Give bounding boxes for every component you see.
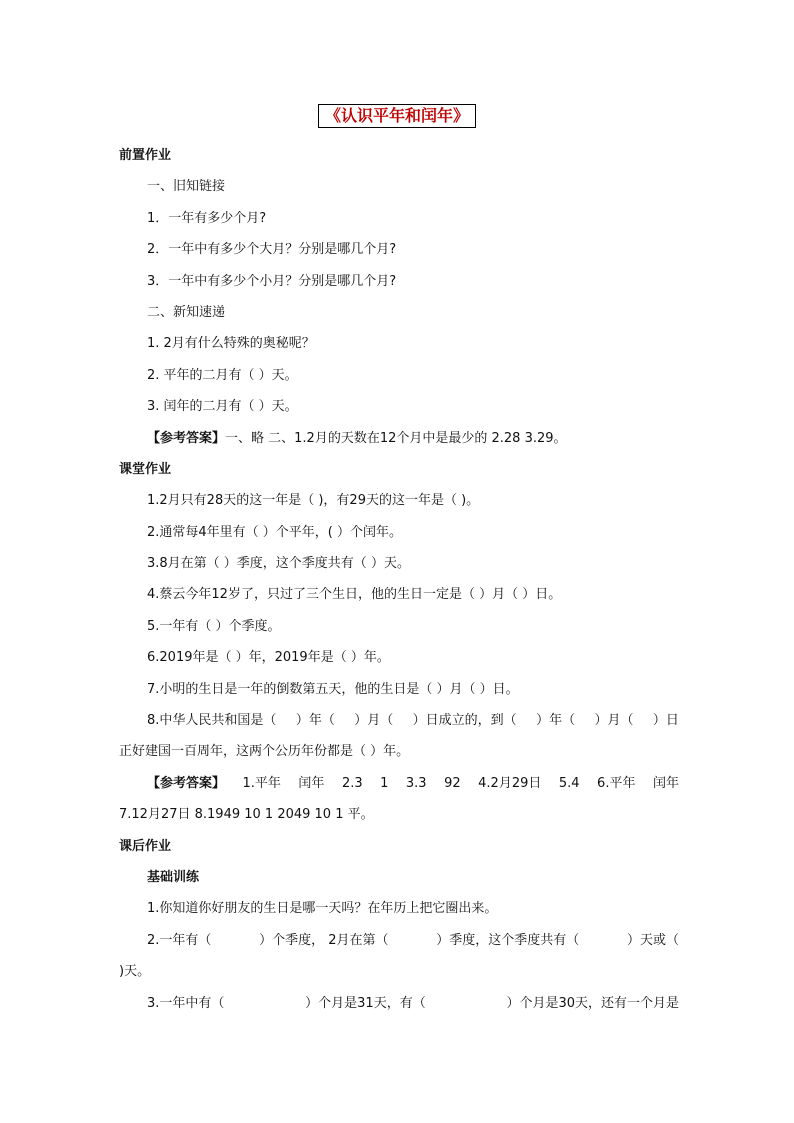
item2-part: ）个季度， 2月在第（ (259, 932, 389, 948)
class-answer-part: 5.4 (558, 775, 580, 791)
after-item-2 (119, 925, 679, 956)
old-item-1: 1．一年有多少个月? (147, 210, 267, 226)
section-heading-after: 课后作业 (119, 838, 172, 854)
class-answer-cont: 7.12月27日 8.1949 10 1 2049 10 1 平。 (119, 807, 374, 823)
item2-part: ）天或（ (626, 932, 679, 948)
basic-training-heading: 基础训练 (147, 869, 200, 885)
class-item-3: 3.8月在第（ ）季度，这个季度共有（ ）天。 (147, 556, 410, 572)
item3-part: ）个月是31天，有（ (305, 995, 426, 1011)
old-item-3: 3．一年中有多少个小月？分别是哪几个月? (147, 273, 397, 289)
pre-answer-text: 一、略 二、1.2月的天数在12个月中是最少的 2.28 3.29。 (225, 430, 567, 446)
item8-part: ）月（ (354, 713, 394, 729)
item8-part: ）月（ (594, 713, 634, 729)
old-knowledge-heading: 一、旧知链接 (147, 179, 226, 195)
item3-part: 3.一年中有（ (147, 995, 225, 1011)
item8-part: ）日成立的，到（ (412, 713, 517, 729)
item2-part: 2.一年有（ (147, 932, 212, 948)
class-answer-part: 1 (380, 775, 389, 791)
class-answer-part: 6.平年 (597, 775, 636, 791)
title-container (0, 104, 794, 128)
class-item-4: 4.蔡云今年12岁了，只过了三个生日，他的生日一定是（ ）月（ ）日。 (147, 587, 562, 603)
class-item-1: 1.2月只有28天的这一年是（ )，有29天的这一年是（ )。 (147, 493, 480, 509)
class-item-8-cont: 正好建国一百周年，这两个公历年份都是（ ）年。 (119, 744, 410, 760)
item3-part: ）个月是30天，还有一个月是 (506, 995, 679, 1011)
page-title: 《认识平年和闰年》 (318, 104, 476, 128)
class-item-7: 7.小明的生日是一年的倒数第五天，他的生日是（ ）月（ ）日。 (147, 681, 519, 697)
class-answer-part: 4.2月29日 (478, 775, 542, 791)
class-answer-part: 闰年 (298, 775, 325, 791)
class-item-6: 6.2019年是（ ）年，2019年是（ ）年。 (147, 650, 390, 666)
pre-answer (119, 423, 679, 454)
new-item-1: 1. 2月有什么特殊的奥秘呢？ (147, 336, 315, 352)
item8-part: ）日 (652, 713, 679, 729)
class-answer-part: 1.平年 (242, 775, 281, 791)
item2-part: ）季度，这个季度共有（ (436, 932, 580, 948)
class-answer-part: 3.3 (405, 775, 427, 791)
section-heading-class: 课堂作业 (119, 461, 172, 477)
class-answer-part: 闰年 (652, 775, 679, 791)
after-item-3 (119, 988, 679, 1019)
old-item-2: 2．一年中有多少个大月？分别是哪几个月? (147, 242, 397, 258)
item8-part: ）年（ (295, 713, 335, 729)
class-item-2: 2.通常每4年里有（ ）个平年，( ）个闰年。 (147, 524, 403, 540)
item8-part: ）年（ (536, 713, 576, 729)
after-item-2-cont: )天。 (119, 964, 151, 980)
class-answer-label: 【参考答案】 (147, 775, 226, 791)
class-item-8 (119, 705, 679, 736)
class-item-5: 5.一年有（ ）个季度。 (147, 618, 281, 634)
class-answer-part: 92 (444, 775, 461, 791)
class-answer (119, 768, 679, 799)
class-answer-part: 2.3 (341, 775, 363, 791)
document-body (119, 140, 679, 1019)
new-knowledge-heading: 二、新知速递 (147, 304, 226, 320)
pre-answer-label: 【参考答案】 (147, 430, 226, 446)
new-item-3: 3. 闰年的二月有（ ）天。 (147, 399, 298, 415)
item8-part: 8.中华人民共和国是（ (147, 713, 277, 729)
after-item-1: 1.你知道你好朋友的生日是哪一天吗？在年历上把它圈出来。 (147, 901, 498, 917)
section-heading-pre: 前置作业 (119, 148, 172, 163)
new-item-2: 2. 平年的二月有（ ）天。 (147, 367, 298, 383)
